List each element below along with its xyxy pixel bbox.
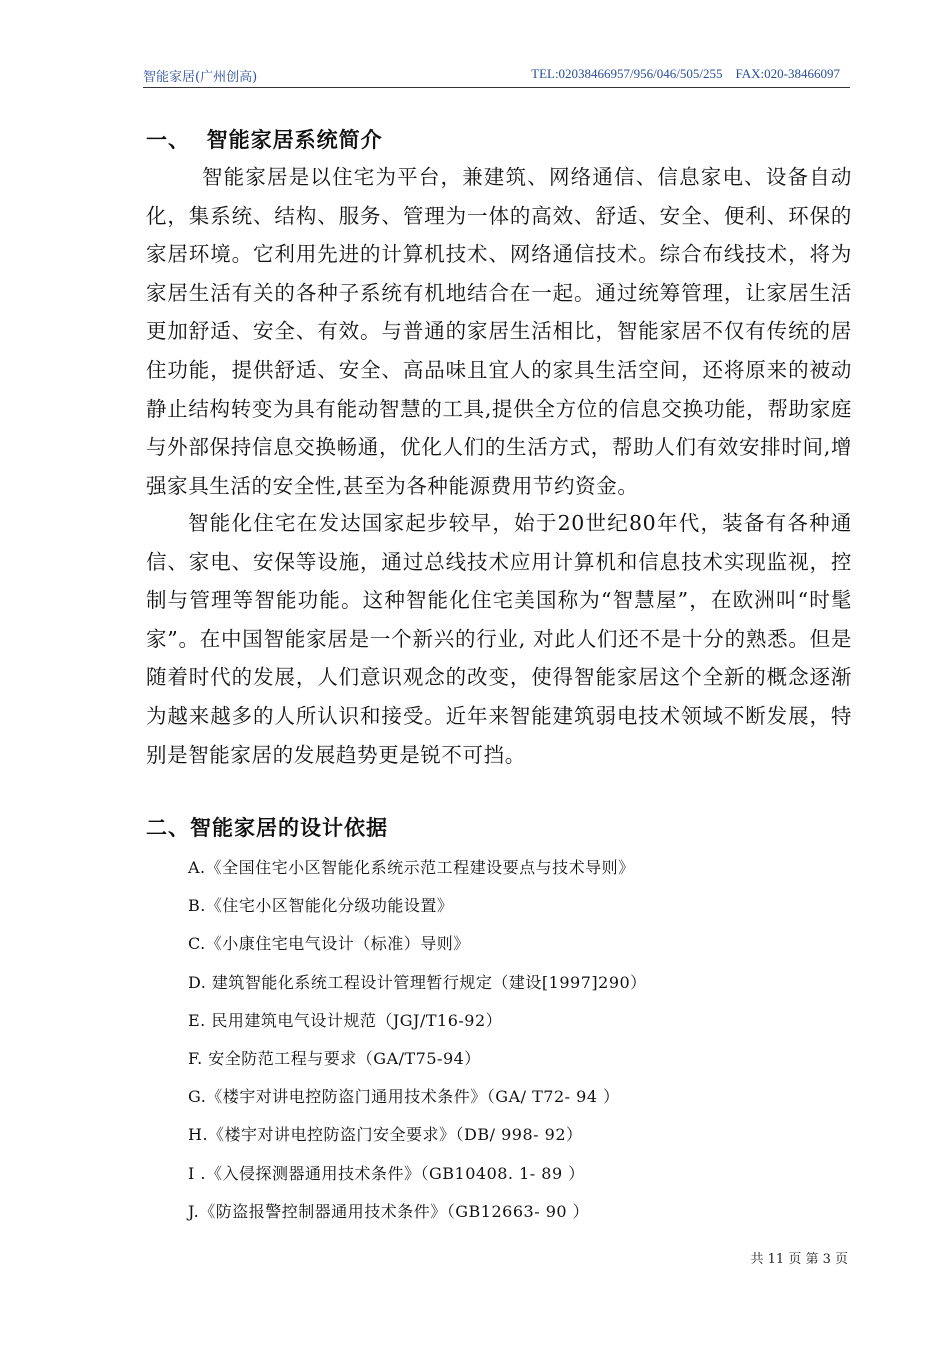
reference-item: C.《小康住宅电气设计（标准）导则》 bbox=[188, 934, 470, 954]
reference-item: D. 建筑智能化系统工程设计管理暂行规定（建设[1997]290） bbox=[188, 972, 647, 992]
reference-item: B.《住宅小区智能化分级功能设置》 bbox=[188, 896, 454, 916]
reference-list bbox=[188, 854, 647, 1236]
section-1-title: 一、 智能家居系统简介 bbox=[146, 128, 383, 152]
header-contact: TEL:02038466957/956/046/505/255 FAX:020-38466097 bbox=[531, 66, 840, 81]
reference-item: E. 民用建筑电气设计规范（JGJ/T16-92） bbox=[188, 1010, 503, 1030]
page-header bbox=[143, 64, 850, 86]
page-number: 共 11 页 第 3 页 bbox=[750, 1252, 848, 1267]
reference-item: F. 安全防范工程与要求（GA/T75-94） bbox=[188, 1048, 481, 1068]
reference-item: H.《楼宇对讲电控防盗门安全要求》（DB/ 998- 92） bbox=[188, 1125, 583, 1145]
header-company: 智能家居(广州创高) bbox=[143, 70, 258, 85]
reference-item: G.《楼宇对讲电控防盗门通用技术条件》（GA/ T72- 94 ） bbox=[188, 1087, 620, 1107]
reference-item: A.《全国住宅小区智能化系统示范工程建设要点与技术导则》 bbox=[188, 858, 635, 877]
header-divider bbox=[143, 87, 850, 88]
reference-item: J.《防盗报警控制器通用技术条件》（GB12663- 90 ） bbox=[188, 1201, 590, 1221]
section-2-title: 二、智能家居的设计依据 bbox=[146, 816, 388, 840]
section-1-paragraph-2: 智能化住宅在发达国家起步较早，始于20世纪80年代，装备有各种通信、家电、安保等设施，通过总线技术应用计算机和信息技术实现监视，控制与管理等智能功能。这种智能化住宅美国称为“智慧屋”，在欧洲叫“时髦家”。在中国智能家居是一个新兴的行业, 对此人们还不是十分的熟悉。但是随着时代的发展，人们意识观念的改变，使得智能家居这个全新的概念逐渐为越来越多的人所认识和接受。近年来智能建筑弱电技术领域不断发展，特别是智能家居的发展趋势更是锐不可挡。 bbox=[146, 511, 852, 767]
reference-item: I .《入侵探测器通用技术条件》（GB10408. 1- 89 ） bbox=[188, 1163, 585, 1183]
section-1-paragraph-1: 智能家居是以住宅为平台，兼建筑、网络通信、信息家电、设备自动化，集系统、结构、服务、管理为一体的高效、舒适、安全、便利、环保的家居环境。它利用先进的计算机技术、网络通信技术。综合布线技术，将为家居生活有关的各种子系统有机地结合在一起。通过统筹管理，让家居生活更加舒适、安全、有效。与普通的家居生活相比，智能家居不仅有传统的居住功能，提供舒适、安全、高品味且宜人的家具生活空间，还将原来的被动静止结构转变为具有能动智慧的工具,提供全方位的信息交换功能，帮助家庭与外部保持信息交换畅通，优化人们的生活方式，帮助人们有效安排时间,增强家具生活的安全性,甚至为各种能源费用节约资金。 bbox=[146, 165, 852, 498]
